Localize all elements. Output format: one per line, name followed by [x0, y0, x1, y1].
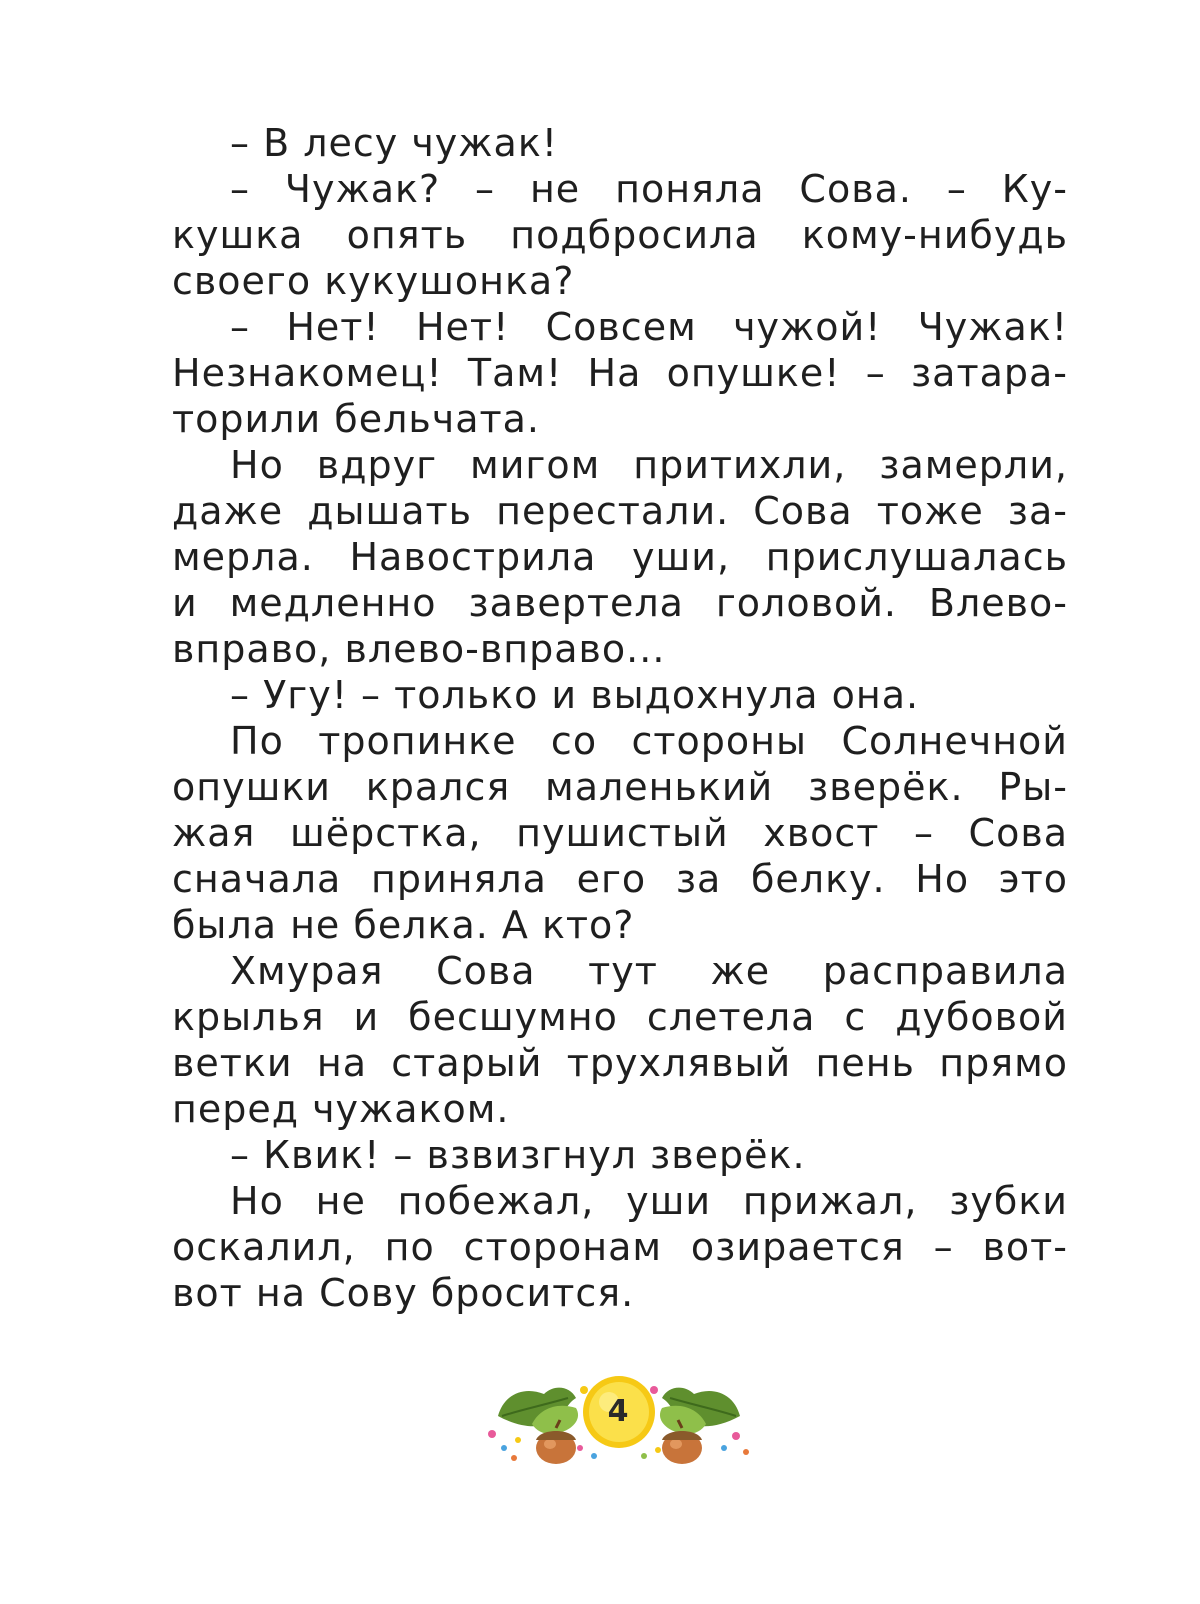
text-line: крылья и бесшумно слетела с дубовой: [172, 995, 1068, 1039]
text-line: По тропинке со стороны Солнечной: [230, 719, 1068, 763]
text-line: вправо, влево-вправо...: [172, 627, 666, 671]
text-line: вот на Сову бросится.: [172, 1271, 635, 1315]
oak-leaf-icon: [498, 1388, 578, 1434]
text-line: ветки на старый трухлявый пень прямо: [172, 1041, 1068, 1085]
story-text: [172, 120, 1068, 1316]
text-line: была не белка. А кто?: [172, 903, 635, 947]
text-line: сначала приняла его за белку. Но это: [172, 857, 1068, 901]
text-line: опушки крался маленький зверёк. Ры-: [172, 765, 1068, 809]
text-line: – Нет! Нет! Совсем чужой! Чужак!: [230, 305, 1068, 349]
text-line: и медленно завертела головой. Влево-: [172, 581, 1068, 625]
text-line: даже дышать перестали. Сова тоже за-: [172, 489, 1068, 533]
text-line: торили бельчата.: [172, 397, 541, 441]
text-line: Но вдруг мигом притихли, замерли,: [230, 443, 1068, 487]
text-line: жая шёрстка, пушистый хвост – Сова: [172, 811, 1068, 855]
text-line: оскалил, по сторонам озирается – вот-: [172, 1225, 1068, 1269]
oak-leaf-icon: [660, 1388, 740, 1434]
text-line: – Угу! – только и выдохнула она.: [230, 673, 920, 717]
text-line: Незнакомец! Там! На опушке! – затара-: [172, 351, 1068, 395]
text-line: – Квик! – взвизгнул зверёк.: [230, 1133, 806, 1177]
text-line: Хмурая Сова тут же расправила: [230, 949, 1068, 993]
text-line: Но не побежал, уши прижал, зубки: [230, 1179, 1068, 1223]
page-number: 4: [607, 1394, 629, 1429]
text-line: – В лесу чужак!: [230, 121, 558, 165]
text-line: – Чужак? – не поняла Сова. – Ку-: [230, 167, 1068, 211]
text-line: кушка опять подбросила кому-нибудь: [172, 213, 1068, 257]
text-line: мерла. Навострила уши, прислушалась: [172, 535, 1068, 579]
text-line: своего кукушонка?: [172, 259, 575, 303]
text-line: перед чужаком.: [172, 1087, 510, 1131]
